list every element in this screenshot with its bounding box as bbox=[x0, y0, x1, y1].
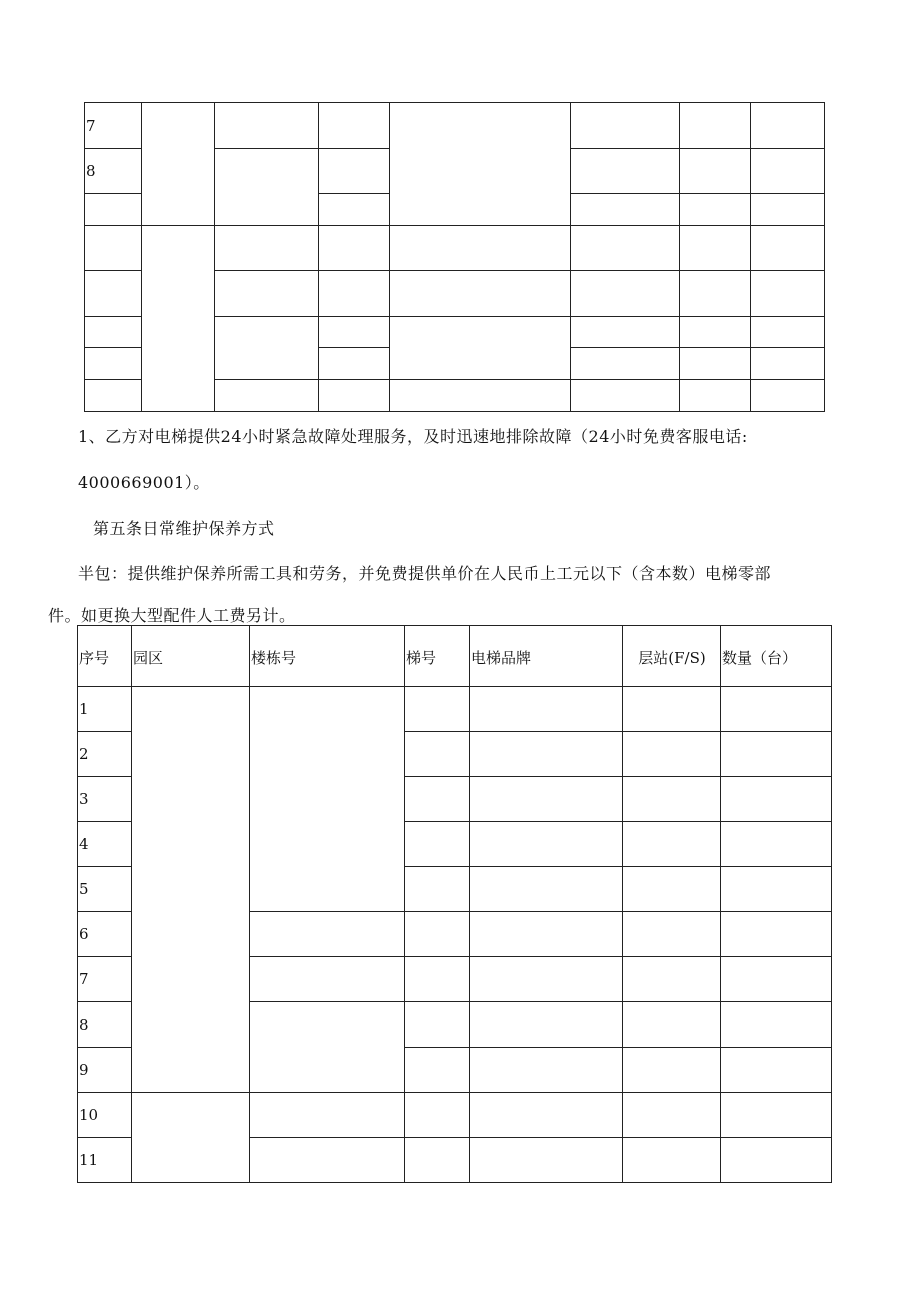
table-cell bbox=[215, 380, 319, 412]
table-cell bbox=[405, 1048, 470, 1093]
table-cell bbox=[680, 226, 751, 271]
table-cell bbox=[405, 1093, 470, 1138]
table-cell bbox=[751, 348, 825, 380]
table-cell bbox=[142, 226, 215, 412]
table-cell bbox=[571, 271, 680, 317]
table-cell bbox=[721, 867, 832, 912]
header-floors: 层站(F/S) bbox=[623, 626, 721, 687]
table-cell bbox=[571, 149, 680, 194]
row-number-cell: 3 bbox=[78, 777, 132, 822]
table-cell bbox=[405, 777, 470, 822]
table-cell bbox=[215, 271, 319, 317]
table-cell bbox=[319, 103, 390, 149]
table-cell bbox=[680, 317, 751, 348]
table-cell bbox=[623, 1048, 721, 1093]
table-cell bbox=[571, 317, 680, 348]
header-brand: 电梯品牌 bbox=[470, 626, 623, 687]
table-cell bbox=[721, 912, 832, 957]
row-number-cell: 4 bbox=[78, 822, 132, 867]
row-number-cell bbox=[85, 348, 142, 380]
row-number-cell: 8 bbox=[85, 149, 142, 194]
table-cell bbox=[390, 226, 571, 271]
table-cell bbox=[751, 380, 825, 412]
table-cell bbox=[751, 271, 825, 317]
row-number-cell bbox=[85, 226, 142, 271]
table-cell bbox=[319, 226, 390, 271]
table-cell bbox=[215, 317, 319, 380]
table-cell bbox=[721, 687, 832, 732]
row-number-cell: 11 bbox=[78, 1138, 132, 1183]
table-cell bbox=[405, 732, 470, 777]
table-cell bbox=[571, 194, 680, 226]
row-number-cell: 8 bbox=[78, 1002, 132, 1048]
table-cell bbox=[571, 103, 680, 149]
table-cell bbox=[623, 1138, 721, 1183]
table-cell bbox=[470, 777, 623, 822]
table-cell bbox=[250, 1002, 405, 1093]
table-cell bbox=[405, 1138, 470, 1183]
table-cell bbox=[680, 348, 751, 380]
table-cell bbox=[319, 194, 390, 226]
elevator-table bbox=[77, 625, 832, 1183]
table-cell bbox=[721, 822, 832, 867]
table-row bbox=[78, 687, 832, 732]
table-cell bbox=[319, 149, 390, 194]
half-package-line-1: 半包：提供维护保养所需工具和劳务，并免费提供单价在人民币上工元以下（含本数）电梯零部 bbox=[78, 564, 772, 583]
table-cell bbox=[623, 912, 721, 957]
table-cell bbox=[470, 957, 623, 1002]
table-cell bbox=[250, 1138, 405, 1183]
table-cell bbox=[470, 687, 623, 732]
table-cell bbox=[721, 1002, 832, 1048]
table-cell bbox=[405, 957, 470, 1002]
table-cell bbox=[751, 149, 825, 194]
table-cell bbox=[470, 1138, 623, 1183]
table-cell bbox=[721, 1138, 832, 1183]
table-cell bbox=[215, 149, 319, 226]
half-package-line-2: 件。如更换大型配件人工费另计。 bbox=[48, 606, 296, 625]
table-cell bbox=[470, 1093, 623, 1138]
header-quantity: 数量（台） bbox=[721, 626, 832, 687]
table-cell bbox=[623, 957, 721, 1002]
clause-1-line-2: 4000669001）。 bbox=[78, 473, 210, 492]
table-cell bbox=[390, 380, 571, 412]
table-cell bbox=[623, 732, 721, 777]
table-cell bbox=[623, 777, 721, 822]
table-cell bbox=[470, 1002, 623, 1048]
table-cell bbox=[319, 348, 390, 380]
row-number-cell: 5 bbox=[78, 867, 132, 912]
row-number-cell bbox=[85, 194, 142, 226]
table-cell bbox=[390, 103, 571, 226]
table-cell bbox=[319, 271, 390, 317]
table-cell bbox=[132, 687, 250, 1093]
table-cell bbox=[623, 1093, 721, 1138]
row-number-cell: 10 bbox=[78, 1093, 132, 1138]
row-number-cell: 6 bbox=[78, 912, 132, 957]
row-number-cell bbox=[85, 271, 142, 317]
table-cell bbox=[405, 822, 470, 867]
table-cell bbox=[250, 1093, 405, 1138]
table-cell bbox=[470, 732, 623, 777]
table-cell bbox=[680, 103, 751, 149]
table-cell bbox=[319, 380, 390, 412]
table-cell bbox=[250, 912, 405, 957]
row-number-cell bbox=[85, 317, 142, 348]
clause-1-line-1: 1、乙方对电梯提供24小时紧急故障处理服务，及时迅速地排除故障（24小时免费客服电话: bbox=[78, 427, 748, 446]
table-row bbox=[78, 1093, 832, 1138]
row-number-cell: 7 bbox=[85, 103, 142, 149]
table-cell bbox=[470, 867, 623, 912]
table-cell bbox=[721, 1048, 832, 1093]
table-cell bbox=[571, 226, 680, 271]
table-cell bbox=[250, 687, 405, 912]
table-cell bbox=[405, 867, 470, 912]
table-cell bbox=[250, 957, 405, 1002]
table-cell bbox=[721, 957, 832, 1002]
row-number-cell: 1 bbox=[78, 687, 132, 732]
article-5-title: 第五条日常维护保养方式 bbox=[93, 519, 275, 538]
table-cell bbox=[571, 348, 680, 380]
row-number-cell bbox=[85, 380, 142, 412]
table-cell bbox=[623, 687, 721, 732]
table-cell bbox=[751, 103, 825, 149]
table-cell bbox=[470, 822, 623, 867]
table-cell bbox=[751, 194, 825, 226]
header-serial: 序号 bbox=[78, 626, 132, 687]
table-cell bbox=[470, 912, 623, 957]
row-number-cell: 9 bbox=[78, 1048, 132, 1093]
table-header-row bbox=[78, 626, 832, 687]
table-cell bbox=[751, 317, 825, 348]
table-cell bbox=[390, 271, 571, 317]
table-cell bbox=[142, 103, 215, 226]
table-cell bbox=[405, 912, 470, 957]
table-cell bbox=[680, 380, 751, 412]
table-cell bbox=[405, 1002, 470, 1048]
table-cell bbox=[319, 317, 390, 348]
header-park: 园区 bbox=[132, 626, 250, 687]
header-building: 楼栋号 bbox=[250, 626, 405, 687]
top-table bbox=[84, 102, 825, 412]
table-cell bbox=[721, 732, 832, 777]
table-cell bbox=[215, 103, 319, 149]
table-cell bbox=[751, 226, 825, 271]
row-number-cell: 2 bbox=[78, 732, 132, 777]
table-cell bbox=[390, 317, 571, 380]
table-cell bbox=[623, 1002, 721, 1048]
table-cell bbox=[132, 1093, 250, 1183]
table-cell bbox=[623, 822, 721, 867]
table-cell bbox=[470, 1048, 623, 1093]
table-cell bbox=[680, 194, 751, 226]
table-cell bbox=[405, 687, 470, 732]
table-cell bbox=[215, 226, 319, 271]
table-cell bbox=[680, 271, 751, 317]
table-cell bbox=[721, 1093, 832, 1138]
row-number-cell: 7 bbox=[78, 957, 132, 1002]
header-elevator-number: 梯号 bbox=[405, 626, 470, 687]
table-cell bbox=[571, 380, 680, 412]
table-cell bbox=[721, 777, 832, 822]
table-cell bbox=[623, 867, 721, 912]
table-cell bbox=[680, 149, 751, 194]
